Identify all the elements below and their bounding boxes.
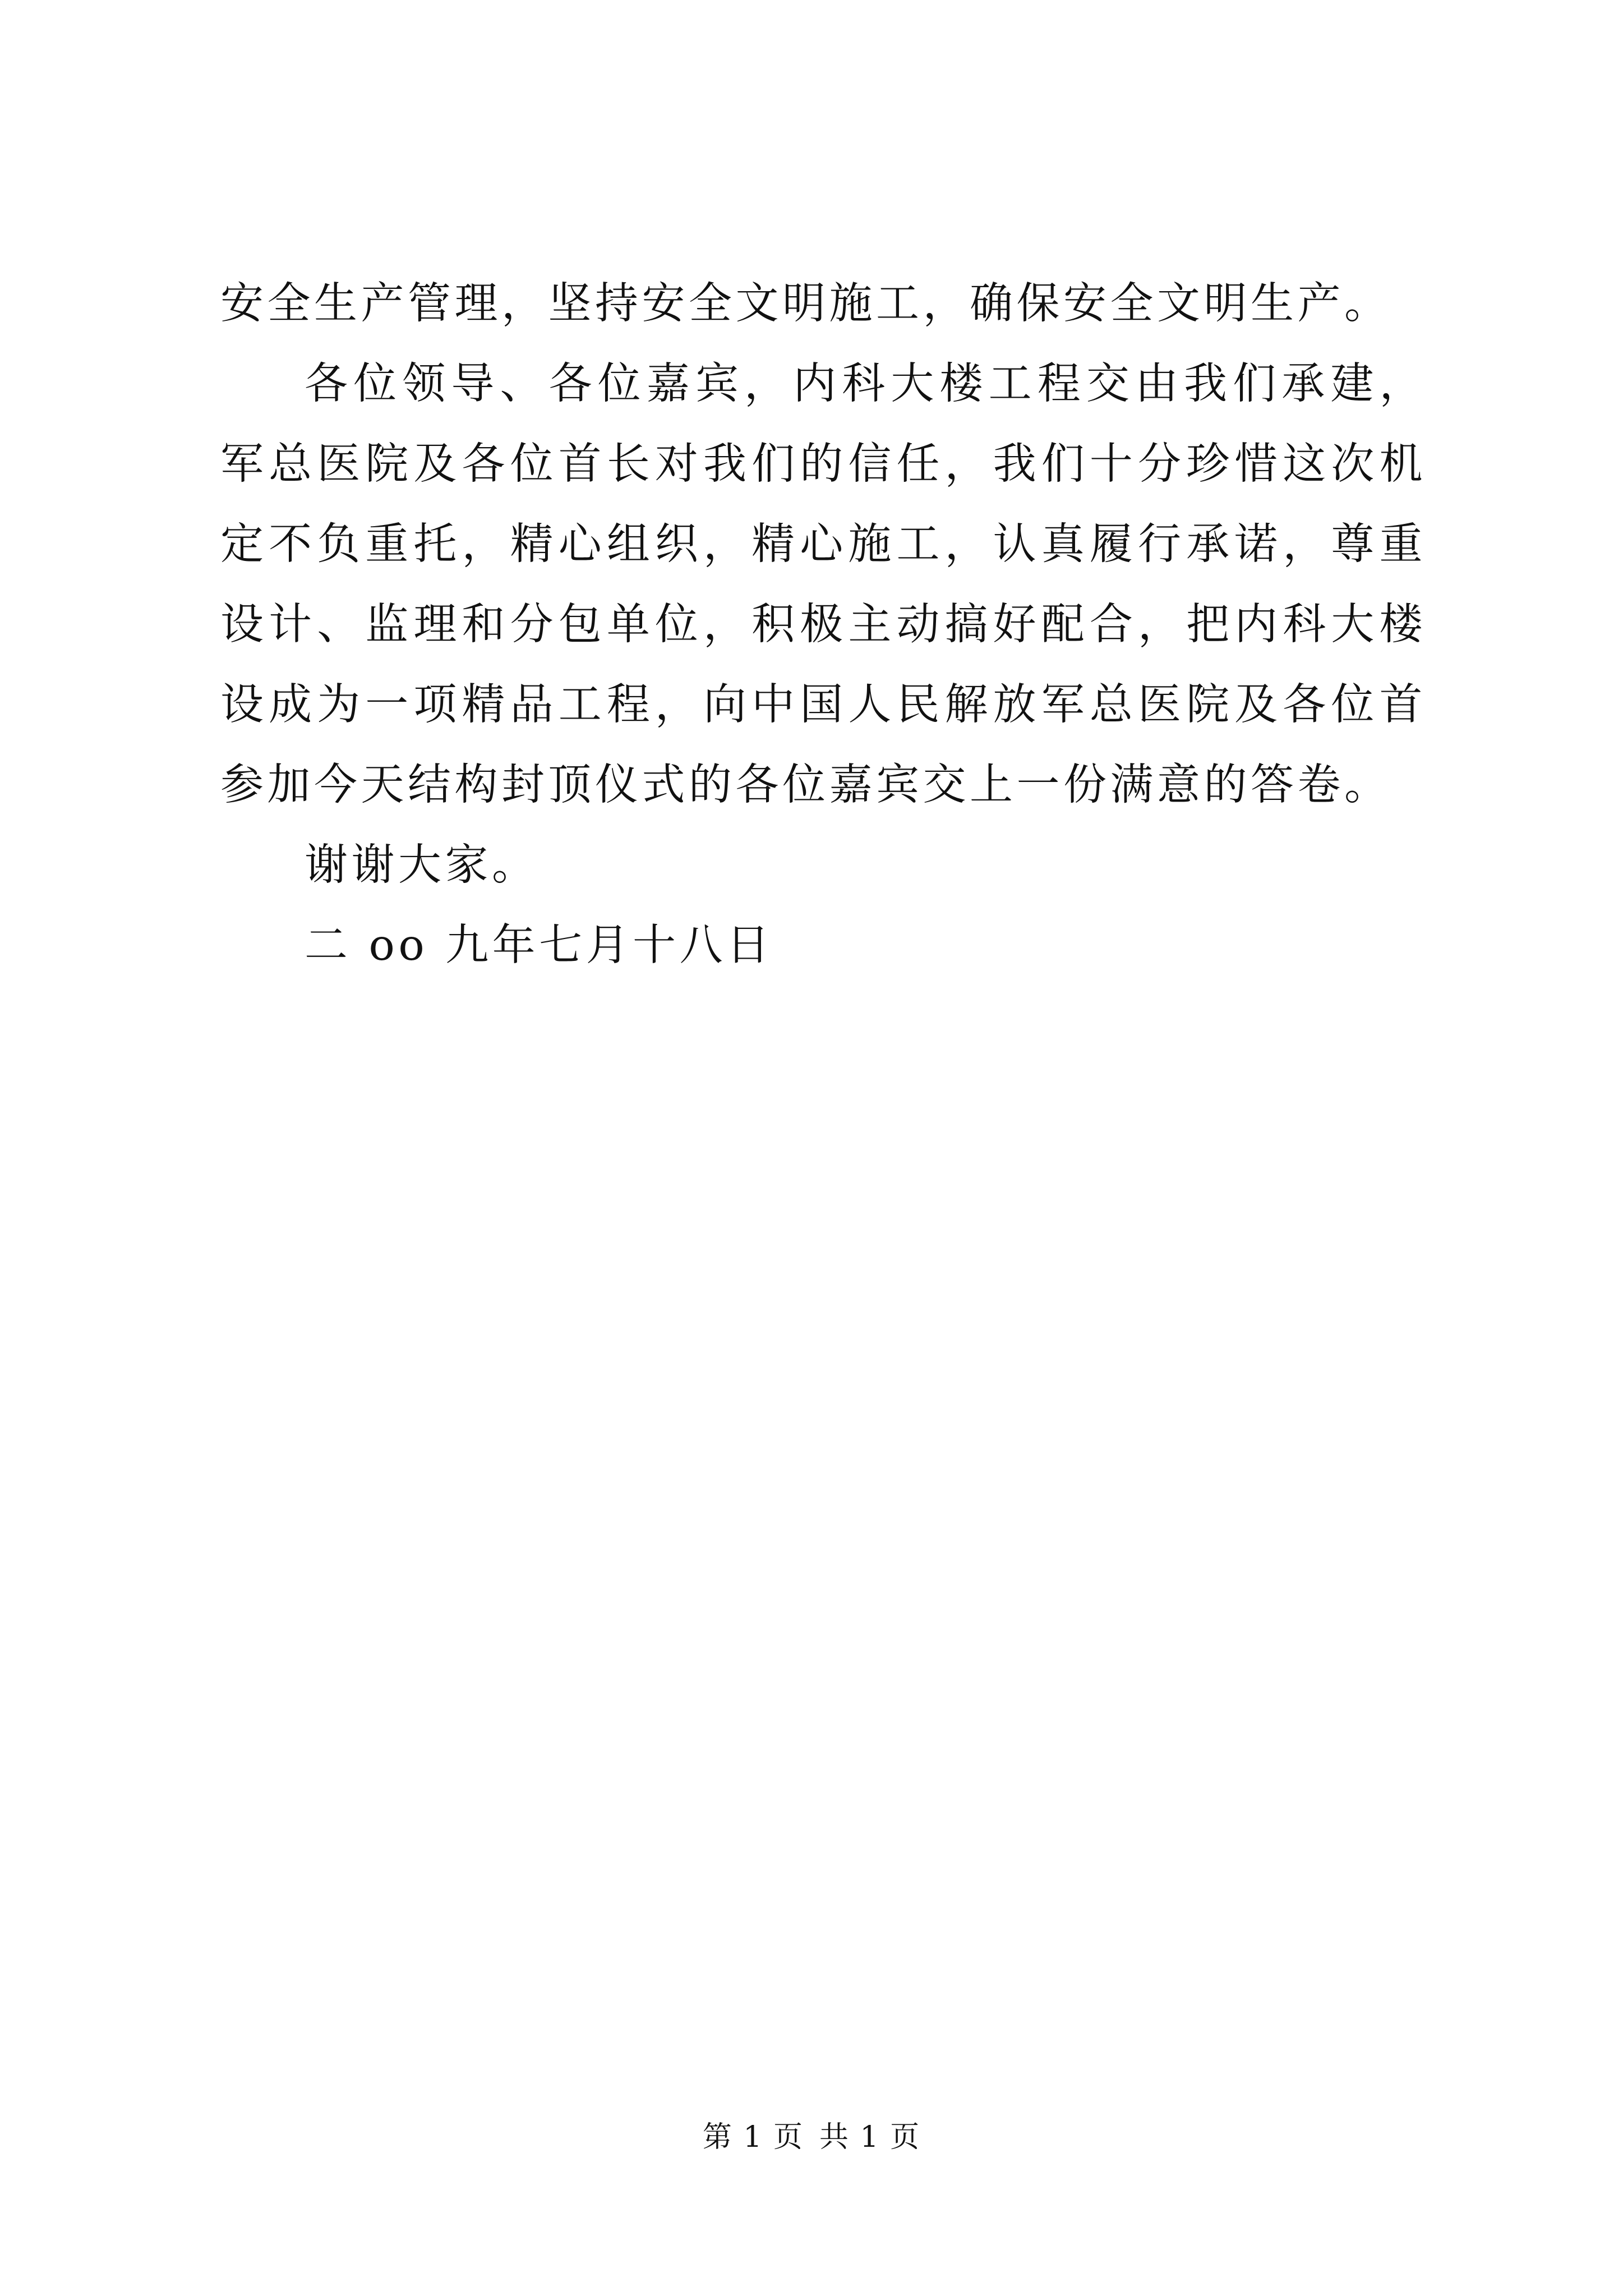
paragraph-line: 安全生产管理，坚持安全文明施工，确保安全文明生产。 <box>220 279 1391 329</box>
closing-line: 谢谢大家。 <box>305 840 539 890</box>
paragraph-line: 定不负重托，精心组织，精心施工，认真履行承诺，尊重 <box>220 519 1426 569</box>
page-number: 第 1 页 <box>702 2120 804 2154</box>
paragraph-line: 各位领导、各位嘉宾，内科大楼工程交由我们承建， <box>305 359 1426 409</box>
paragraph-line: 军总医院及各位首长对我们的信任，我们十分珍惜这次机 <box>220 439 1426 489</box>
page-total: 共 1 页 <box>819 2120 921 2154</box>
page-footer <box>0 2118 1623 2157</box>
document-body <box>220 264 1426 986</box>
paragraph-line: 设成为一项精品工程，向中国人民解放军总医院及各位首 <box>220 680 1426 730</box>
paragraph-line: 设计、监理和分包单位，积极主动搞好配合，把内科大楼 <box>220 600 1426 650</box>
date-line: 二 oo 九年七月十八日 <box>305 921 773 970</box>
paragraph-line: 参加今天结构封顶仪式的各位嘉宾交上一份满意的答卷。 <box>220 760 1391 810</box>
